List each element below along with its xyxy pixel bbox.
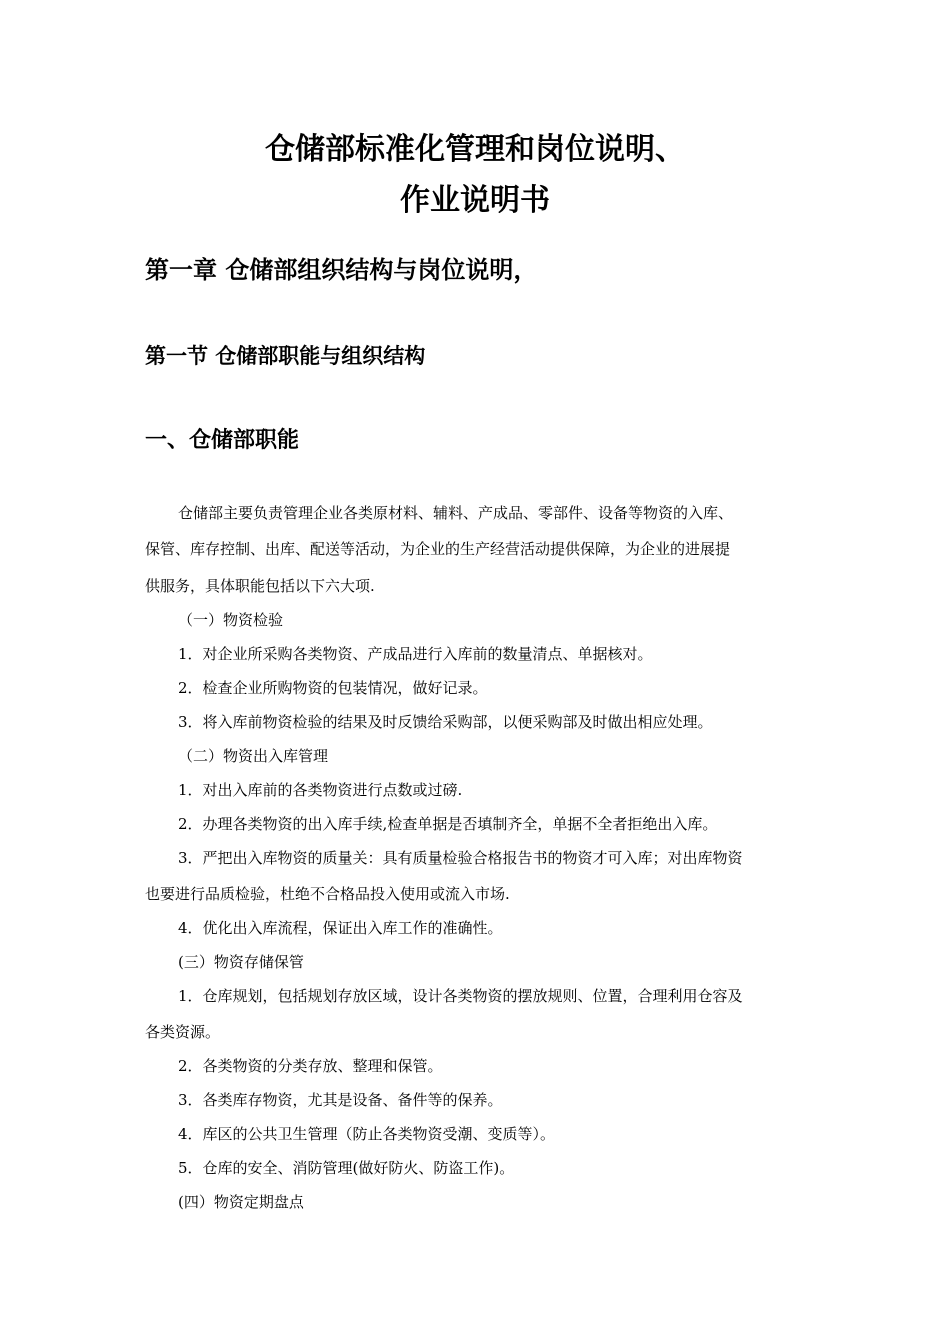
group1-item-1: 1．对企业所采购各类物资、产成品进行入库前的数量清点、单据核对。 — [178, 645, 653, 663]
group4-title: (四）物资定期盘点 — [178, 1193, 304, 1211]
group3-item-1-cont: 各类资源。 — [145, 1023, 221, 1041]
group2-item-3-cont: 也要进行品质检验，杜绝不合格品投入使用或流入市场. — [145, 885, 510, 903]
intro-line-3: 供服务，具体职能包括以下六大项. — [145, 577, 375, 595]
group3-item-2: 2．各类物资的分类存放、整理和保管。 — [178, 1057, 443, 1075]
group1-title: （一）物资检验 — [178, 611, 284, 629]
group1-item-3: 3．将入库前物资检验的结果及时反馈给采购部，以便采购部及时做出相应处理。 — [178, 713, 713, 731]
group3-title: (三）物资存储保管 — [178, 953, 304, 971]
group2-item-3: 3．严把出入库物资的质量关：具有质量检验合格报告书的物资才可入库；对出库物资 — [178, 849, 743, 867]
group3-item-3: 3．各类库存物资，尤其是设备、备件等的保养。 — [178, 1091, 503, 1109]
group2-item-1: 1．对出入库前的各类物资进行点数或过磅. — [178, 781, 463, 799]
group3-item-5: 5．仓库的安全、消防管理(做好防火、防盗工作)。 — [178, 1159, 515, 1177]
group2-item-4: 4．优化出入库流程，保证出入库工作的准确性。 — [178, 919, 503, 937]
group1-item-2: 2．检查企业所购物资的包装情况，做好记录。 — [178, 679, 488, 697]
chapter-heading: 第一章 仓储部组织结构与岗位说明， — [145, 255, 538, 284]
group3-item-4: 4．库区的公共卫生管理（防止各类物资受潮、变质等）。 — [178, 1125, 556, 1143]
document-title-line1: 仓储部标准化管理和岗位说明、 — [265, 132, 685, 167]
document-title-line2: 作业说明书 — [400, 183, 550, 218]
intro-line-2: 保管、库存控制、出库、配送等活动，为企业的生产经营活动提供保障，为企业的进展提 — [145, 540, 731, 558]
group3-item-1: 1．仓库规划，包括规划存放区域，设计各类物资的摆放规则、位置，合理利用仓容及 — [178, 987, 743, 1005]
intro-line-1: 仓储部主要负责管理企业各类原材料、辅料、产成品、零部件、设备等物资的入库、 — [178, 504, 734, 522]
section-heading: 第一节 仓储部职能与组织结构 — [145, 343, 426, 368]
subsection-heading: 一、仓储部职能 — [145, 427, 300, 453]
group2-title: （二）物资出入库管理 — [178, 747, 329, 765]
group2-item-2: 2．办理各类物资的出入库手续,检查单据是否填制齐全，单据不全者拒绝出入库。 — [178, 815, 718, 833]
